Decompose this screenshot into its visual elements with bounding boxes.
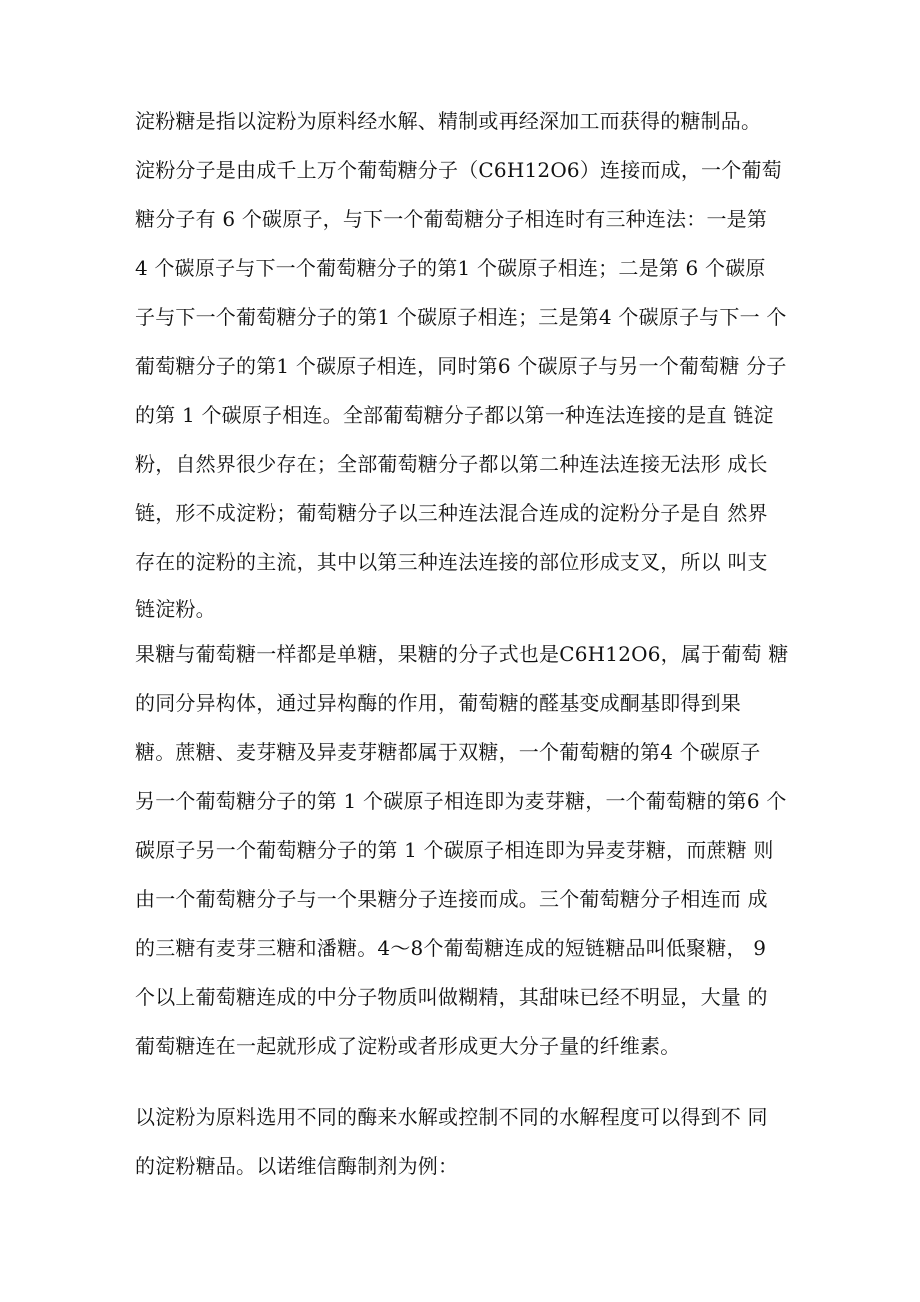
- text-line: 的三糖有麦芽三糖和潘糖。4～8个葡萄糖连成的短链糖品叫低聚糖， 9: [135, 936, 767, 960]
- text-line: 的第 1 个碳原子相连。全部葡萄糖分子都以第一种连法连接的是直 链淀: [135, 403, 774, 427]
- text-line: 淀粉糖是指以淀粉为原料经水解、精制或再经深加工而获得的糖制品。: [135, 109, 762, 133]
- text-line: 子与下一个葡萄糖分子的第1 个碳原子相连；三是第4 个碳原子与下一 个: [135, 305, 787, 329]
- text-line: 4 个碳原子与下一个葡萄糖分子的第1 个碳原子相连；二是第 6 个碳原: [135, 256, 766, 280]
- text-line: 淀粉分子是由成千上万个葡萄糖分子（C6H12O6）连接而成，一个葡萄: [135, 158, 782, 182]
- text-line: 的同分异构体，通过异构酶的作用，葡萄糖的醛基变成酮基即得到果: [135, 691, 741, 715]
- text-line: 碳原子另一个葡萄糖分子的第 1 个碳原子相连即为异麦芽糖，而蔗糖 则: [135, 838, 774, 862]
- text-line: 链淀粉。: [135, 597, 216, 621]
- text-line: 个以上葡萄糖连成的中分子物质叫做糊精，其甜味已经不明显，大量 的: [135, 985, 768, 1009]
- text-line: 链，形不成淀粉；葡萄糖分子以三种连法混合连成的淀粉分子是自 然界: [135, 501, 768, 525]
- text-line: 粉，自然界很少存在；全部葡萄糖分子都以第二种连法连接无法形 成长: [135, 452, 768, 476]
- text-line: 另一个葡萄糖分子的第 1 个碳原子相连即为麦芽糖，一个葡萄糖的第6 个: [135, 789, 787, 813]
- text-line: 葡萄糖连在一起就形成了淀粉或者形成更大分子量的纤维素。: [135, 1034, 681, 1058]
- text-line: 存在的淀粉的主流，其中以第三种连法连接的部位形成支叉，所以 叫支: [135, 550, 768, 574]
- text-line: 的淀粉糖品。以诺维信酶制剂为例：: [135, 1154, 459, 1178]
- text-line: 糖。蔗糖、麦芽糖及异麦芽糖都属于双糖，一个葡萄糖的第4 个碳原子: [135, 740, 761, 764]
- text-line: 以淀粉为原料选用不同的酶来水解或控制不同的水解程度可以得到不 同: [135, 1105, 768, 1129]
- text-line: 由一个葡萄糖分子与一个果糖分子连接而成。三个葡萄糖分子相连而 成: [135, 887, 768, 911]
- text-line: 糖分子有 6 个碳原子，与下一个葡萄糖分子相连时有三种连法：一是第: [135, 207, 768, 231]
- text-line: 葡萄糖分子的第1 个碳原子相连，同时第6 个碳原子与另一个葡萄糖 分子: [135, 354, 787, 378]
- text-line: 果糖与葡萄糖一样都是单糖，果糖的分子式也是C6H12O6，属于葡萄 糖: [135, 642, 789, 666]
